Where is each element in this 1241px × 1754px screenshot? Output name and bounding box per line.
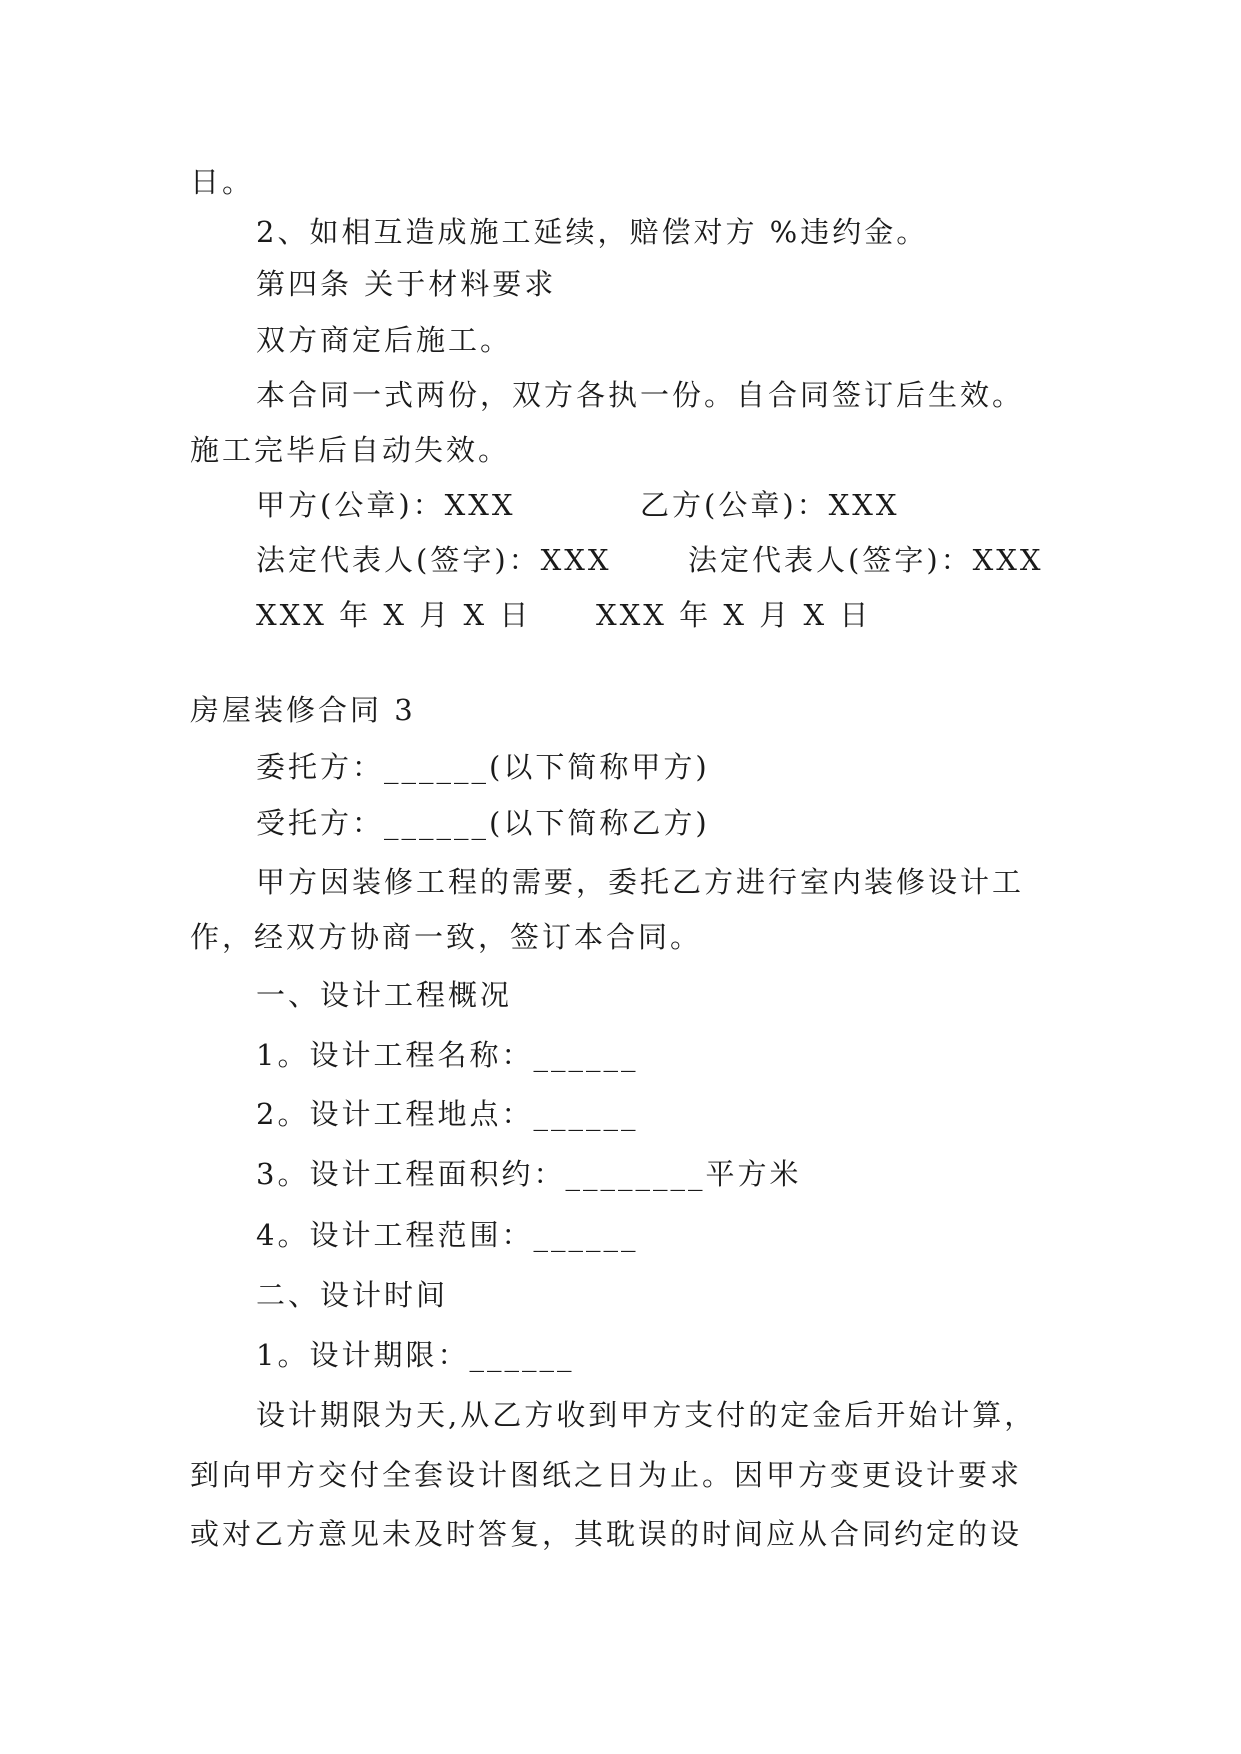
text-line: 3。设计工程面积约：________平方米	[256, 1157, 802, 1191]
text-line: 1。设计期限：______	[256, 1338, 575, 1372]
text-line: 到向甲方交付全套设计图纸之日为止。因甲方变更设计要求	[190, 1458, 1023, 1492]
section-heading: 一、设计工程概况	[256, 978, 513, 1012]
text-line: 施工完毕后自动失效。	[190, 433, 511, 467]
text-line: 4。设计工程范围：______	[256, 1218, 639, 1252]
text-line: 双方商定后施工。	[256, 323, 513, 357]
text-line: 甲方因装修工程的需要，委托乙方进行室内装修设计工	[256, 865, 1025, 899]
text-line: 委托方：______(以下简称甲方)	[256, 750, 710, 784]
party-b-date: XXX 年 X 月 X 日	[596, 598, 872, 632]
section-heading: 第四条 关于材料要求	[256, 267, 557, 301]
text-line: 本合同一式两份，双方各执一份。自合同签订后生效。	[256, 378, 1025, 412]
party-b-seal: 乙方(公章)：XXX	[640, 488, 900, 522]
party-a-rep: 法定代表人(签字)：XXX	[256, 543, 612, 577]
text-line: 作，经双方协商一致，签订本合同。	[190, 920, 703, 954]
party-a-seal: 甲方(公章)：XXX	[256, 488, 516, 522]
text-line: 受托方：______(以下简称乙方)	[256, 806, 710, 840]
party-a-date: XXX 年 X 月 X 日	[256, 598, 532, 632]
text-line: 或对乙方意见未及时答复，其耽误的时间应从合同约定的设	[190, 1517, 1023, 1551]
party-b-rep: 法定代表人(签字)：XXX	[688, 543, 1044, 577]
text-line: 日。	[190, 165, 255, 199]
text-line: 2、如相互造成施工延续，赔偿对方 %违约金。	[256, 215, 929, 249]
text-line: 设计期限为天,从乙方收到甲方支付的定金后开始计算，	[256, 1398, 1037, 1432]
text-line: 2。设计工程地点：______	[256, 1097, 639, 1131]
signature-row-seal	[256, 485, 516, 525]
text-line: 1。设计工程名称：______	[256, 1038, 639, 1072]
section-heading: 二、设计时间	[256, 1278, 449, 1312]
contract-title: 房屋装修合同 3	[190, 693, 416, 727]
